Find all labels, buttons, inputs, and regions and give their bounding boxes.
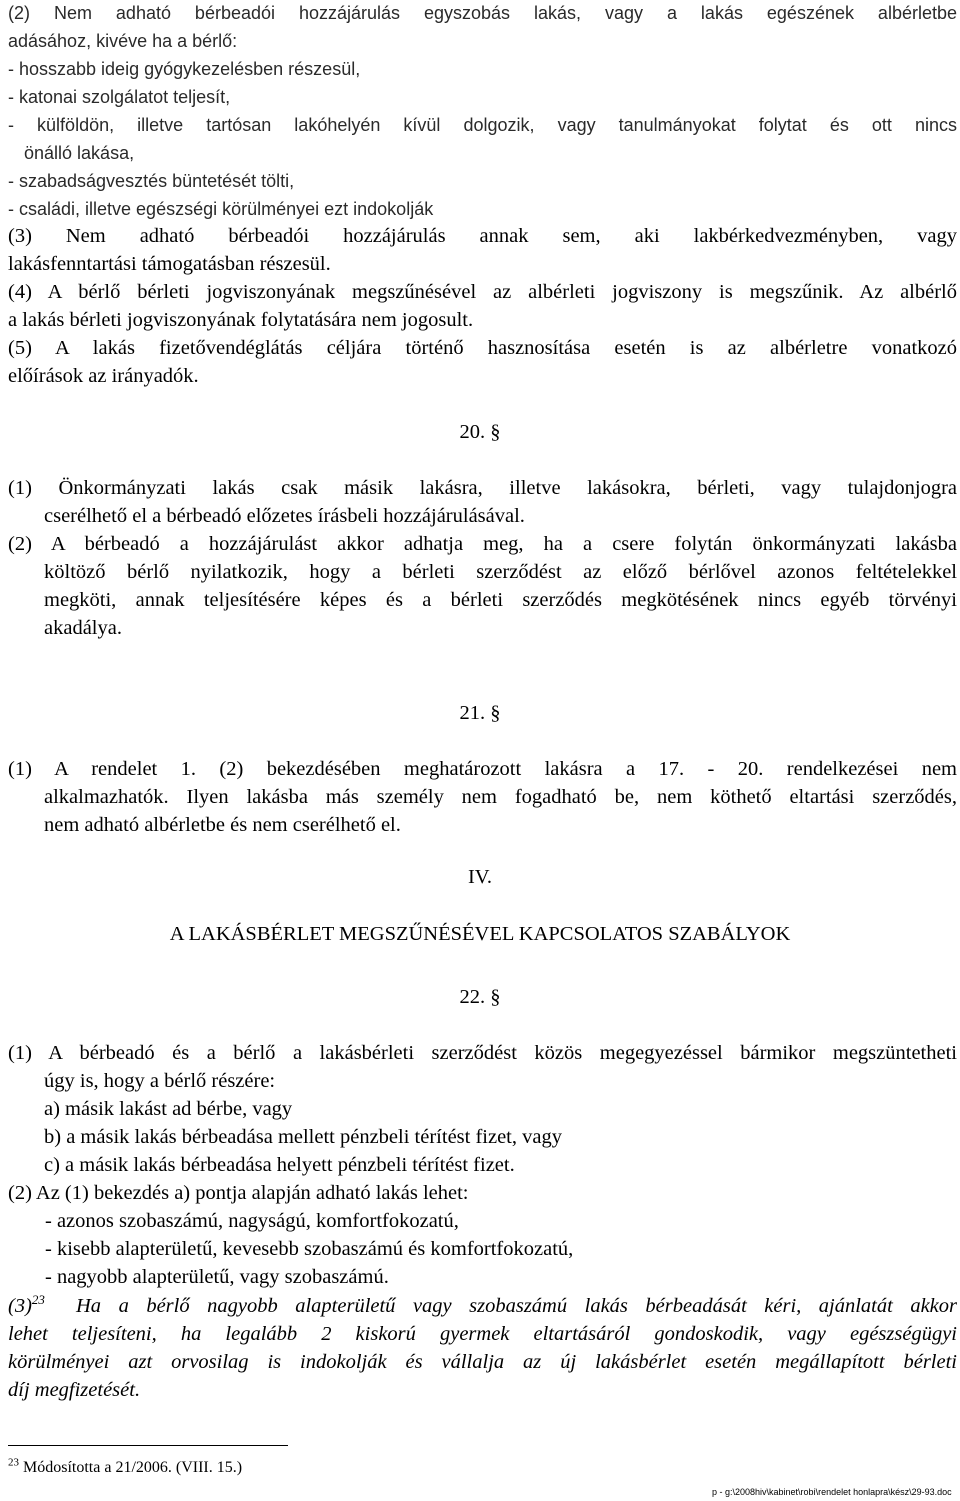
paragraph-line: (2) Nem adható bérbeadói hozzájárulás egyszobás lakás, vagy a lakás egészének albérletbe [8, 3, 957, 23]
paragraph-line: előírások az irányadók. [8, 365, 199, 387]
paragraph-line [8, 1292, 45, 1320]
paragraph-line: nem adható albérletbe és nem cserélhető el. [44, 814, 401, 836]
list-item: - nagyobb alapterületű, vagy szobaszámú. [45, 1266, 389, 1288]
list-item: b) a másik lakás bérbeadása mellett pénzbeli térítést fizet, vagy [44, 1126, 562, 1148]
paragraph-line: úgy is, hogy a bérlő részére: [44, 1070, 276, 1092]
paragraph-line: (3) Nem adható bérbeadói hozzájárulás annak sem, aki lakbérkedvezményben, vagy [8, 225, 957, 247]
paragraph-line: akadálya. [44, 617, 122, 639]
list-item: - családi, illetve egészségi körülményei ezt indokolják [8, 199, 434, 219]
list-item: - hosszabb ideig gyógykezelésben részesül, [8, 59, 361, 79]
section-heading: 20. § [459, 421, 501, 443]
paragraph-line: adásához, kivéve ha a bérlő: [8, 31, 238, 51]
paragraph-line: cserélhető el a bérbeadó előzetes írásbeli hozzájárulásával. [44, 505, 525, 527]
list-item: - szabadságvesztés büntetését tölti, [8, 171, 295, 191]
paragraph-line: lehet teljesíteni, ha legalább 2 kiskorú gyermek eltartásáról gondoskodik, vagy egészségügyi [8, 1323, 957, 1345]
list-item: - katonai szolgálatot teljesít, [8, 87, 231, 107]
paragraph-line: költöző bérlő nyilatkozik, hogy a bérleti szerződést az előző bérlővel azonos feltételekkel [44, 561, 957, 583]
chapter-number: IV. [467, 866, 493, 888]
footnote-reference[interactable]: 23 [31, 1292, 45, 1308]
section-heading: 22. § [459, 986, 501, 1008]
paragraph-line: (2) A bérbeadó a hozzájárulást akkor adhatja meg, ha a csere folytán önkormányzati lakásba [8, 533, 957, 555]
paragraph-line: (1) A bérbeadó és a bérlő a lakásbérleti szerződést közös megegyezéssel bármikor megszüntetheti [8, 1042, 957, 1064]
footnote [8, 1458, 242, 1478]
paragraph-line: (4) A bérlő bérleti jogviszonyának megszűnésével az albérleti jogviszony is megszűnik. Az albérlő [8, 281, 957, 303]
paragraph-line: alkalmazhatók. Ilyen lakásba más személy nem fogadható be, nem köthető eltartási szerződés, [44, 786, 957, 808]
paragraph-line: lakásfenntartási támogatásban részesül. [8, 253, 331, 275]
list-item: - külföldön, illetve tartósan lakóhelyén kívül dolgozik, vagy tanulmányokat folytat és ott nincs [8, 115, 957, 135]
paragraph-line: megköti, annak teljesítésére képes és a bérleti szerződés megkötésének nincs egyéb törvényi [44, 589, 957, 611]
paragraph-line: (1) A rendelet 1. (2) bekezdésében meghatározott lakásra a 17. - 20. rendelkezései nem [8, 758, 957, 780]
footnote-text: Módosította a 21/2006. (VIII. 15.) [23, 1459, 243, 1476]
paragraph-number: (3) [8, 1295, 32, 1317]
paragraph-line: díj megfizetését. [8, 1379, 141, 1401]
list-item: a) másik lakást ad bérbe, vagy [44, 1098, 293, 1120]
paragraph-line: (5) A lakás fizetővendéglátás céljára történő hasznosítása esetén is az albérletre vonatkozó [8, 337, 957, 359]
list-item: c) a másik lakás bérbeadása helyett pénzbeli térítést fizet. [44, 1154, 515, 1176]
footnote-separator [8, 1445, 288, 1446]
section-heading: 21. § [459, 702, 501, 724]
chapter-title: A LAKÁSBÉRLET MEGSZŰNÉSÉVEL KAPCSOLATOS SZABÁLYOK [169, 923, 791, 945]
file-path-footer: p - g:\2008hiv\kabinet\robi\rendelet honlapra\kész\29-93.doc [712, 1487, 952, 1497]
paragraph-line: Ha a bérlő nagyobb alapterületű vagy szobaszámú lakás bérbeadását kéri, ajánlatát akkor [76, 1295, 957, 1317]
paragraph-line: a lakás bérleti jogviszonyának folytatására nem jogosult. [8, 309, 474, 331]
paragraph-line: (2) Az (1) bekezdés a) pontja alapján adható lakás lehet: [8, 1182, 469, 1204]
list-item: - azonos szobaszámú, nagyságú, komfortfokozatú, [45, 1210, 459, 1232]
footnote-number: 23 [8, 1456, 19, 1469]
list-item: - kisebb alapterületű, kevesebb szobaszámú és komfortfokozatú, [45, 1238, 574, 1260]
paragraph-line: körülményei azt orvosilag is indokolják és vállalja az új lakásbérlet esetén megállapított bérleti [8, 1351, 957, 1373]
list-item-continuation: önálló lakása, [24, 143, 135, 163]
paragraph-line: (1) Önkormányzati lakás csak másik lakásra, illetve lakásokra, bérleti, vagy tulajdonjogra [8, 477, 957, 499]
